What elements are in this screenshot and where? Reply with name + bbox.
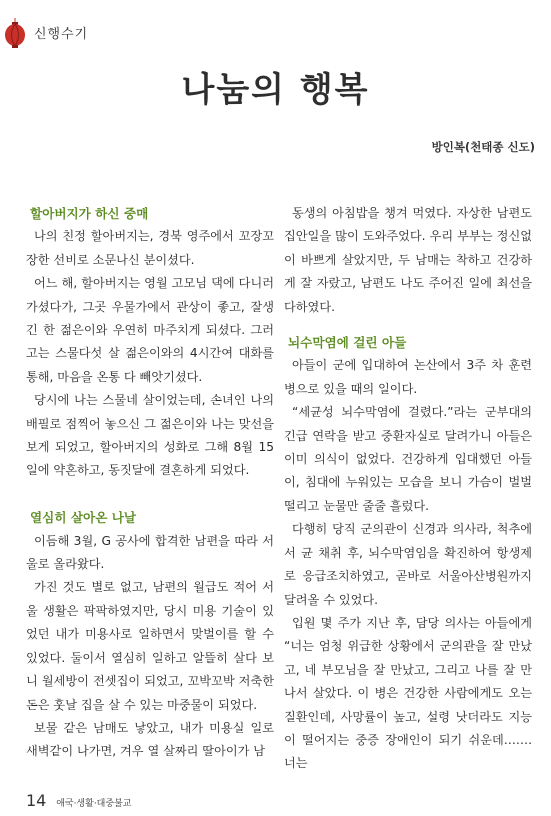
paragraph: 어느 해, 할아버지는 영월 고모님 댁에 다니러 가셨다가, 그곳 우물가에서 관상이 좋고, 잘생긴 한 젊은이와 우연히 마주치게 되셨다. 그러고는 스물다섯 살 젊은이와의 4시간여 대화를 통해, 마음을 온통 다 빼앗기셨다.: [26, 276, 274, 384]
paragraph: 가진 것도 별로 없고, 남편의 월급도 적어 서울 생활은 팍팍하였지만, 당시 미용 기술이 있었던 내가 미용사로 일하면서 맞벌이를 할 수 있었다. 둘이서 열심히 일하고 알뜰히 살다 보니 월세방이 전셋집이 되었고, 꼬박꼬박 저축한 돈은 훗날 집을 살 수 있는 마중물이 되었다.: [26, 580, 274, 712]
page-footer: [26, 791, 131, 810]
page-number: 14: [26, 791, 47, 810]
lantern-icon: [4, 18, 26, 50]
section-heading: 뇌수막염에 걸린 아들: [288, 335, 407, 351]
article-author: 방인복(천태종 신도): [431, 140, 535, 154]
article-title: 나눔의 행복: [181, 70, 370, 110]
paragraph: 아들이 군에 입대하여 논산에서 3주 차 훈련병으로 있을 때의 일이다.: [284, 358, 532, 396]
right-column: [284, 202, 532, 776]
paragraph: 당시에 나는 스물네 살이었는데, 손녀인 나의 배필로 점찍어 놓으신 그 젊은이와 나는 맞선을 보게 되었고, 할아버지의 성화로 그해 8월 15일에 약혼하고, 동짓달에 결혼하게 되었다.: [26, 393, 274, 478]
section-label: 신행수기: [34, 27, 89, 42]
paragraph: 다행히 당직 군의관이 신경과 의사라, 척추에서 균 채취 후, 뇌수막염임을 확진하여 항생제로 응급조치하였고, 곧바로 서울아산병원까지 달려올 수 있었다.: [284, 522, 532, 607]
left-column: [26, 202, 274, 764]
magazine-name: 애국·생활·대중불교: [56, 799, 132, 809]
section-heading: 할아버지가 하신 중매: [30, 206, 149, 221]
paragraph: 보물 같은 남매도 낳았고, 내가 미용실 일로 새벽같이 나가면, 겨우 열 살짜리 딸아이가 남: [26, 720, 274, 759]
paragraph: 나의 친정 할아버지는, 경북 영주에서 꼬장꼬장한 선비로 소문나신 분이셨다.: [26, 229, 274, 267]
paragraph: 입원 몇 주가 지난 후, 담당 의사는 아들에게 “너는 엄청 위급한 상황에서 군의관을 잘 만났고, 네 부모님을 잘 만났고, 그리고 나를 잘 만나서 살았다. 이 병은 건강한 사람에게도 오는 질환인데, 사망률이 높고, 설령 낫더라도 지능이 떨어지는 중증 장애인이 되기 쉬운데……. 너는: [284, 615, 532, 771]
paragraph: 이듬해 3월, G 공사에 합격한 남편을 따라 서울로 올라왔다.: [26, 533, 274, 572]
section-heading: 열심히 살아온 나날: [30, 510, 137, 526]
paragraph: 동생의 아침밥을 챙겨 먹였다. 자상한 남편도 집안일을 많이 도와주었다. 우리 부부는 정신없이 바쁘게 살았지만, 두 남매는 착하고 건강하게 잘 자랐고, 남편도 나도 주어진 일에 최선을 다하였다.: [284, 206, 532, 314]
paragraph: “세균성 뇌수막염에 걸렸다.”라는 군부대의 긴급 연락을 받고 중환자실로 달려가니 아들은 이미 의식이 없었다. 건강하게 입대했던 아들이, 침대에 누워있는 모습을 보니 가슴이 벌벌 떨리고 눈물만 줄줄 흘렀다.: [284, 405, 532, 513]
